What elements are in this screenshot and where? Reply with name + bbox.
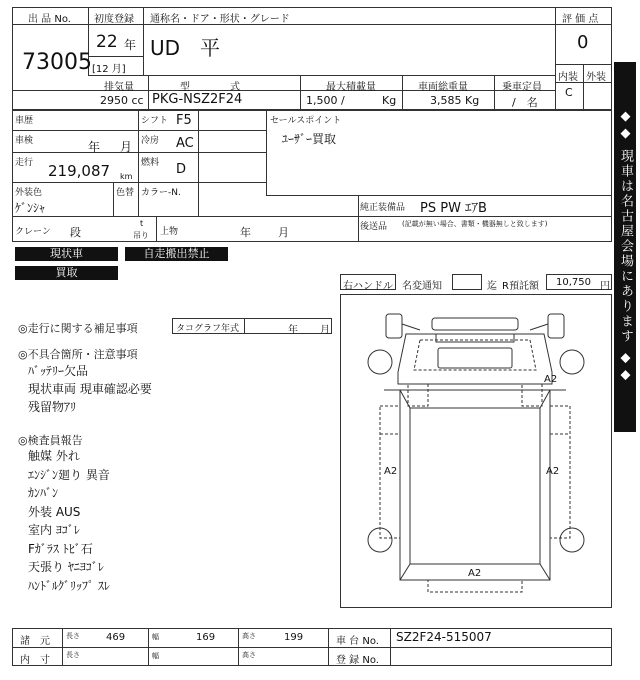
driving-title: ◎走行に関する補足事項 [18, 322, 138, 335]
interior-width-label: 幅 [152, 652, 159, 660]
interior-label: 内装 [558, 72, 578, 83]
sales-point-value: ﾕｰｻﾞｰ買取 [282, 132, 337, 146]
chassis-label: 車 台 No. [336, 636, 379, 647]
defect-item: ﾊﾞｯﾃﾘｰ欠品 [28, 364, 89, 378]
status-tag-no-drive: 自走搬出禁止 [125, 247, 228, 261]
name-change-label: 名変通知 [402, 281, 442, 292]
fuel-label: 燃料 [141, 158, 160, 168]
displacement-label: 排気量 [104, 82, 134, 93]
history-label: 車歴 [15, 116, 34, 126]
crane-label: クレーン [15, 227, 51, 237]
interior-length-label: 長さ [66, 651, 80, 659]
defects-list [28, 362, 152, 416]
model-value: PKG-NSZ2F24 [152, 92, 243, 107]
max-load-value: 1,500 / [306, 94, 345, 107]
length-label: 長さ [66, 632, 80, 640]
upper-year: 年 [240, 226, 251, 239]
mirror-left [386, 314, 402, 338]
defect-item: 現状車両 現車確認必要 [28, 382, 152, 396]
wheel-rear-left [368, 528, 392, 552]
interior-height-label: 高さ [242, 651, 256, 659]
first-reg-label: 初度登録 [94, 14, 134, 25]
width-label: 幅 [152, 633, 159, 641]
color-value: ｹﾞﾝｼｬ [15, 201, 46, 215]
inspection-year: 年 [88, 140, 101, 154]
recycle-unit: 円 [600, 281, 610, 292]
recycle-label: R預託額 [502, 281, 539, 292]
equipment-value: PS PW ｴｱB [420, 201, 487, 216]
exterior-label: 外装 [586, 72, 606, 83]
defects-title: ◎不具合箇所・注意事項 [18, 348, 138, 361]
name-label: 通称名・ドア・形状・グレード [150, 14, 290, 25]
reg-no-label: 登 録 No. [336, 655, 379, 666]
width-value: 169 [196, 632, 216, 643]
color-no-label: 色替 [116, 188, 135, 198]
mirror-right [548, 314, 564, 338]
reg-month: [12 月] [92, 64, 126, 75]
equipment-label: 純正装備品 [360, 203, 406, 213]
wheel-front-right [560, 350, 584, 374]
mileage-label: 走行 [15, 158, 34, 168]
cab-roof [432, 318, 518, 330]
upper-label: 上物 [160, 227, 179, 237]
recycle-value: 10,750 [556, 277, 591, 288]
crane-stage: 段 [70, 226, 81, 239]
length-value: 469 [106, 632, 126, 643]
height-value: 199 [284, 632, 304, 643]
shift-label: シフト [141, 116, 169, 126]
interior-grade: C [565, 86, 573, 99]
retrofit-note: (記載が無い場合、書類・機器無しと致します) [402, 220, 548, 228]
car-name: UD 平 [150, 36, 221, 60]
inspector-item: ｶﾝﾊﾞﾝ [28, 486, 59, 500]
displacement-value: 2950 cc [100, 94, 144, 107]
sales-point-label: セールスポイント [270, 116, 342, 126]
ac-label: 冷房 [141, 136, 160, 146]
interior-dims-label: 内 寸 [20, 655, 50, 666]
inspection-month: 月 [120, 140, 133, 154]
name-change-box [452, 274, 482, 290]
handle-value: 右ハンドル [343, 281, 393, 292]
inspection-label: 車検 [15, 136, 34, 146]
score-label: 評 価 点 [562, 14, 599, 25]
upper-month: 月 [278, 226, 289, 239]
fuel-value: D [176, 162, 187, 177]
cargo-bed [400, 390, 550, 580]
windshield [438, 348, 512, 368]
status-tag-purchase: 買取 [15, 266, 118, 280]
dims-label: 諸 元 [20, 636, 50, 647]
inspector-item: 天張り ﾔﾆﾖｺﾞﾚ [28, 560, 104, 574]
gross-weight-label: 車両総重量 [418, 82, 468, 93]
model-label: 型 式 [180, 82, 240, 93]
mileage-unit: km [120, 172, 133, 181]
defect-item: 残留物ｱﾘ [28, 400, 77, 414]
crane-ton: t [140, 219, 144, 228]
wheel-rear-right [560, 528, 584, 552]
truck-diagram [340, 294, 612, 608]
crane-hook: 吊り [133, 231, 149, 240]
inspector-item: ｴﾝｼﾞﾝ廻り 異音 [28, 467, 110, 482]
damage-mark: A2 [546, 466, 560, 477]
inspector-title: ◎検査員報告 [18, 434, 83, 447]
wheel-front-left [368, 350, 392, 374]
inspector-item: 触媒 外れ [28, 449, 80, 463]
shift-value: F5 [176, 113, 192, 128]
reg-year-unit: 年 [124, 38, 137, 52]
damage-mark: A2 [384, 466, 398, 477]
status-tag-current: 現状車 [15, 247, 118, 261]
chassis-value: SZ2F24-515007 [396, 630, 492, 644]
inspector-item: 外装 AUS [28, 504, 81, 519]
reg-year: 22 [96, 32, 118, 52]
height-label: 高さ [242, 632, 256, 640]
r-label: 迄 [487, 281, 497, 292]
tacho-year: 年 [288, 325, 298, 336]
ac-value: AC [176, 136, 194, 151]
tacho-label: タコグラフ年式 [176, 324, 240, 334]
inspector-item: ﾊﾝﾄﾞﾙｸﾞﾘｯﾌﾟ ｽﾚ [28, 578, 110, 593]
location-banner: ◆◆ 現車は名古屋会場にあります ◆◆ [614, 62, 636, 432]
tailgate [428, 580, 522, 592]
max-load-label: 最大積載量 [326, 82, 376, 93]
inspector-item: 室内 ﾖｺﾞﾚ [28, 523, 80, 537]
mileage-value: 219,087 [48, 162, 111, 180]
score-value: 0 [577, 32, 589, 53]
lot-number: 73005 [22, 50, 92, 75]
color-code-label: カラー-N. [141, 188, 181, 198]
capacity-value: / 名 [512, 96, 538, 109]
inspector-item: Fｶﾞﾗｽ ﾄﾋﾞ石 [28, 541, 93, 556]
capacity-label: 乗車定員 [502, 82, 542, 93]
inspector-list [28, 447, 110, 595]
tacho-month: 月 [320, 325, 330, 336]
max-load-unit: Kg [382, 94, 397, 107]
color-label: 外装色 [15, 188, 43, 198]
lot-label: 出 品 No. [28, 14, 71, 25]
damage-mark: A2 [468, 568, 482, 579]
damage-mark: A2 [544, 374, 558, 385]
gross-weight-value: 3,585 Kg [430, 94, 480, 107]
retrofit-label: 後送品 [360, 222, 388, 232]
